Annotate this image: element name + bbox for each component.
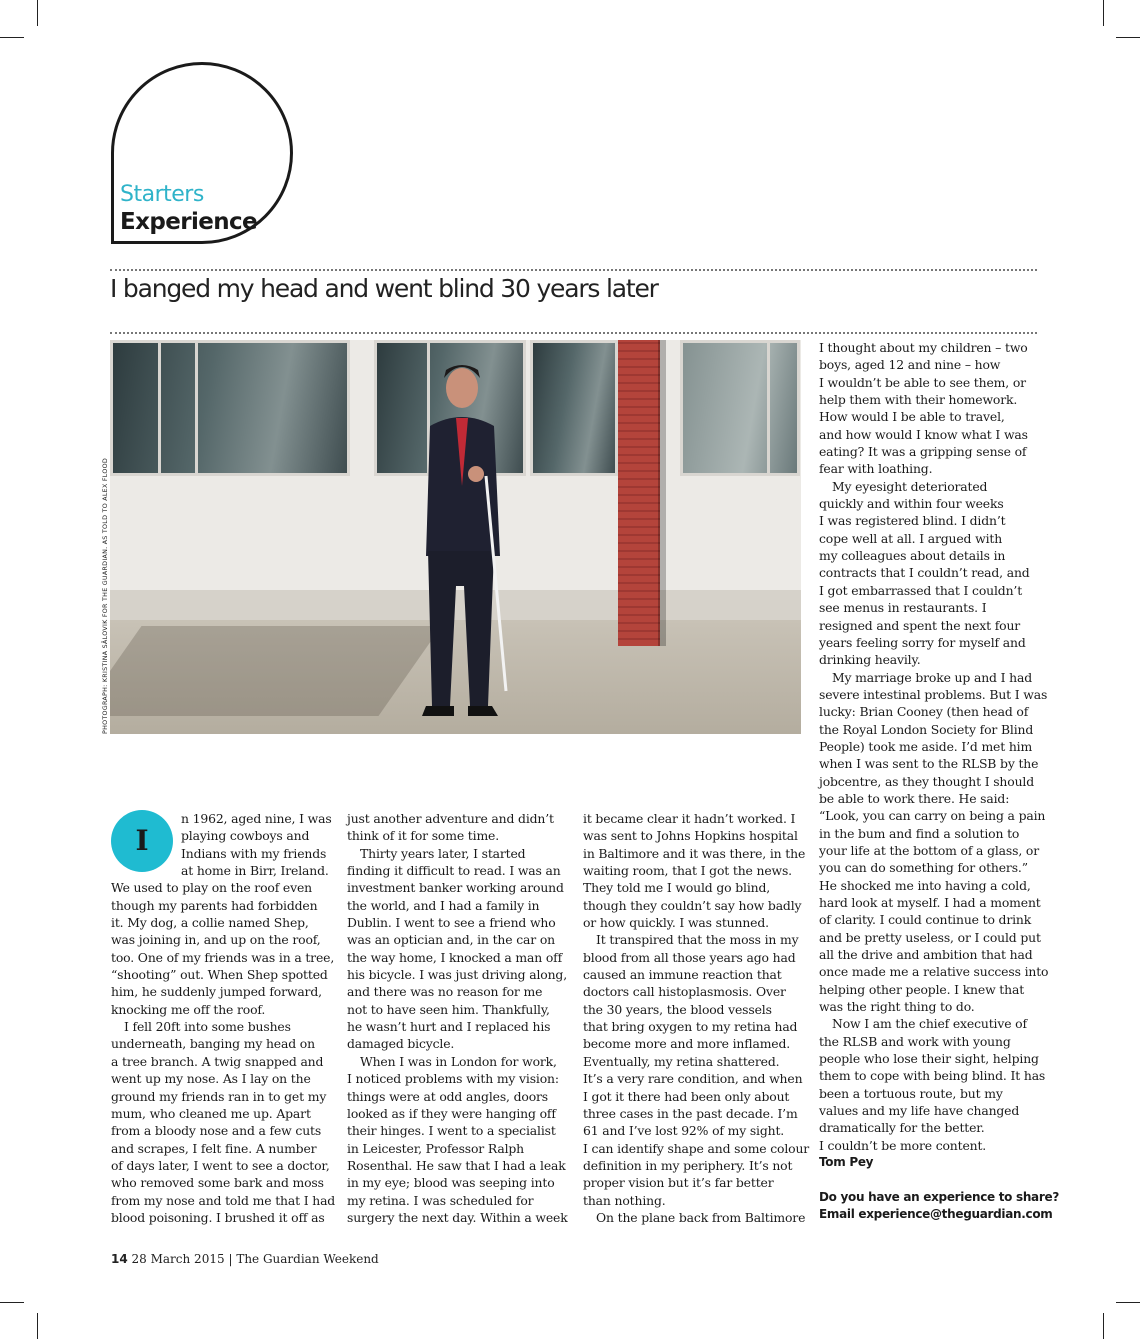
article-line: I fell 20ft into some bushes [124,1019,291,1035]
crop-mark [1103,0,1104,26]
article-line: who removed some bark and moss [111,1175,324,1191]
article-line: in Leicester, Professor Ralph [347,1140,524,1156]
article-line: 61 and I’ve lost 92% of my sight. [583,1123,785,1139]
article-line: in Baltimore and it was there, in the [583,845,806,861]
article-line: mum, who cleaned me up. Apart [111,1105,311,1121]
article-line: just another adventure and didn’t [347,811,554,826]
article-line: definition in my periphery. It’s not [583,1157,793,1173]
article-line: playing cowboys and [181,828,310,844]
article-line: him, he suddenly jumped forward, [111,984,322,1000]
article-line: cope well at all. I argued with [819,530,1003,546]
article-column-1 [111,810,335,1226]
article-line: blood poisoning. I brushed it off as [111,1209,325,1225]
article-line: ground my friends ran in to get my [111,1088,327,1104]
article-line: was an optician and, in the car on [347,932,555,948]
article-line: jobcentre, as they thought I should [819,773,1034,789]
article-line: three cases in the past decade. I’m [583,1105,798,1121]
article-line: my retina. I was scheduled for [347,1192,534,1208]
article-line: contracts that I couldn’t read, and [819,565,1030,581]
crop-mark [37,1313,38,1339]
article-photo [110,340,801,734]
article-line: eating? It was a gripping sense of [819,444,1027,460]
article-line: from a bloody nose and a few cuts [111,1123,322,1139]
article-line: I got embarrassed that I couldn’t [819,582,1023,598]
article-line: been a tortuous route, but my [819,1085,1003,1101]
article-column-2 [347,810,568,1226]
article-line: help them with their homework. [819,392,1018,408]
page-number: 14 [111,1252,128,1266]
crop-mark [1116,1302,1140,1303]
article-line: them to cope with being blind. It has [819,1068,1046,1084]
article-line: when I was sent to the RLSB by the [819,756,1039,772]
headline: I banged my head and went blind 30 years later [110,274,658,303]
byline: Tom Pey [819,1155,874,1170]
article-line: fear with loathing. [819,461,933,477]
article-line: lucky: Brian Cooney (then head of [819,704,1029,720]
article-line: Eventually, my retina shattered. [583,1053,780,1069]
article-line: resigned and spent the next four [819,617,1021,633]
crop-mark [37,0,38,26]
article-line: he wasn’t hurt and I replaced his [347,1019,551,1035]
article-line: not to have seen him. Thankfully, [347,1001,550,1017]
article-line: was the right thing to do. [819,999,975,1015]
article-line: of days later, I went to see a doctor, [111,1157,330,1173]
article-line: severe intestinal problems. But I was [819,686,1048,702]
article-line: and how would I know what I was [819,426,1028,442]
article-line: and there was no reason for me [347,984,543,1000]
issue-date: 28 March 2015 [131,1252,225,1266]
photo-credit: PHOTOGRAPH: KRISTINA SÄLOVIK FOR THE GUARDIAN. AS TOLD TO ALEX FLOOD [102,457,109,734]
article-line: and be pretty useless, or I could put [819,929,1041,945]
article-line: surgery the next day. Within a week [347,1209,568,1225]
article-line: too. One of my friends was in a tree, [111,949,335,965]
article-line: helping other people. I knew that [819,981,1025,997]
article-line: doctors call histoplasmosis. Over [583,984,786,1000]
article-line: n 1962, aged nine, I was [181,811,332,826]
footer-separator: | [228,1252,233,1266]
article-line: “shooting” out. When Shep spotted [111,967,328,983]
article-line: in my eye; blood was seeping into [347,1175,555,1191]
article-line: hard look at myself. I had a moment [819,895,1041,910]
article-line: it. My dog, a collie named Shep, [111,915,309,931]
article-line: that bring oxygen to my retina had [583,1019,798,1035]
article-line: underneath, banging my head on [111,1036,315,1052]
dotted-rule [110,269,1037,271]
article-line: I thought about my children – two [819,340,1028,355]
article-line: their hinges. I went to a specialist [347,1123,556,1139]
person-figure [406,356,516,726]
article-line: I can identify shape and some colour [583,1140,810,1156]
article-line: waiting room, that I got the news. [583,863,792,879]
crop-mark [0,1302,24,1303]
article-line: be able to work there. He said: [819,790,1010,806]
crop-mark [1103,1313,1104,1339]
article-line: things were at odd angles, doors [347,1088,548,1104]
article-line: dramatically for the better. [819,1120,985,1136]
section-title: Experience [120,209,258,235]
article-column-4 [819,339,1059,1223]
article-line: though my parents had forbidden [111,897,318,913]
article-line: Indians with my friends [181,845,327,861]
article-line: boys, aged 12 and nine – how [819,357,1001,373]
callout-email[interactable]: Email experience@theguardian.com [819,1206,1053,1221]
article-line: than nothing. [583,1192,666,1208]
article-line: a tree branch. A twig snapped and [111,1053,324,1069]
article-line: and scrapes, I felt fine. A number [111,1140,317,1156]
article-column-3 [583,810,809,1226]
article-line: People) took me aside. I’d met him [819,738,1033,754]
article-line: the way home, I knocked a man off [347,949,563,965]
article-line: Thirty years later, I started [360,845,526,861]
article-line: He shocked me into having a cold, [819,877,1031,893]
article-line: went up my nose. As I lay on the [111,1071,311,1087]
article-line: or how quickly. I was stunned. [583,915,769,931]
article-line: I noticed problems with my vision: [347,1071,559,1087]
article-line: My marriage broke up and I had [832,669,1032,685]
article-line: the Royal London Society for Blind [819,721,1034,737]
article-line: drinking heavily. [819,652,921,668]
article-line: Dublin. I went to see a friend who [347,915,556,931]
article-line: you can do something for others.” [819,860,1028,876]
article-line: Now I am the chief executive of [832,1016,1027,1032]
article-line: once made me a relative success into [819,964,1049,980]
article-line: I wouldn’t be able to see them, or [819,374,1026,390]
article-line: When I was in London for work, [360,1053,557,1069]
drop-cap: I [111,810,173,872]
article-line: looked as if they were hanging off [347,1105,556,1121]
article-line: at home in Birr, Ireland. [181,863,329,879]
article-line: On the plane back from Baltimore [596,1209,806,1225]
article-line: How would I be able to travel, [819,409,1005,425]
article-line: I couldn’t be more content. [819,1137,987,1153]
article-line: knocking me off the roof. [111,1001,266,1017]
article-line: years feeling sorry for myself and [819,634,1026,650]
article-line: investment banker working around [347,880,564,896]
article-line: It transpired that the moss in my [596,932,799,948]
article-line: my colleagues about details in [819,548,1006,564]
article-line: the 30 years, the blood vessels [583,1001,772,1017]
article-line: see menus in restaurants. I [819,600,987,616]
article-line: finding it difficult to read. I was an [347,863,561,879]
article-line: think of it for some time. [347,828,500,844]
article-line: blood from all those years ago had [583,949,796,965]
article-line: “Look, you can carry on being a pain [819,808,1046,824]
crop-mark [1116,37,1140,38]
article-line: all the drive and ambition that had [819,947,1033,963]
article-line: They told me I would go blind, [583,880,771,896]
article-line: people who lose their sight, helping [819,1051,1039,1067]
article-line: values and my life have changed [819,1103,1020,1119]
article-line: Rosenthal. He saw that I had a leak [347,1157,566,1173]
article-line: from my nose and told me that I had [111,1192,336,1208]
article-line: My eyesight deteriorated [832,478,988,494]
article-line: We used to play on the roof even [111,880,312,896]
article-line: though they couldn’t say how badly [583,897,802,913]
article-line: become more and more inflamed. [583,1036,791,1052]
article-line: of clarity. I could continue to drink [819,912,1032,928]
article-line: I got it there had been only about [583,1088,790,1104]
article-line: the world, and I had a family in [347,897,540,913]
article-line: caused an immune reaction that [583,967,782,983]
article-line: his bicycle. I was just driving along, [347,967,567,983]
page-footer [111,1252,379,1266]
article-line: was sent to Johns Hopkins hospital [583,828,798,844]
dotted-rule [110,332,1037,334]
section-kicker: Starters [120,182,204,207]
article-line: your life at the bottom of a glass, or [819,842,1039,858]
article-line: was joining in, and up on the roof, [111,932,321,948]
crop-mark [0,37,24,38]
article-line: It’s a very rare condition, and when [583,1071,803,1087]
article-line: in the bum and find a solution to [819,825,1020,841]
article-line: I was registered blind. I didn’t [819,513,1006,529]
callout-question: Do you have an experience to share? [819,1189,1059,1204]
publication-name: The Guardian Weekend [236,1252,379,1266]
article-line: it became clear it hadn’t worked. I [583,811,796,826]
article-line: proper vision but it’s far better [583,1175,774,1191]
article-line: the RLSB and work with young [819,1033,1011,1049]
article-line: quickly and within four weeks [819,496,1004,512]
callout [819,1189,1059,1224]
article-line: damaged bicycle. [347,1036,455,1052]
